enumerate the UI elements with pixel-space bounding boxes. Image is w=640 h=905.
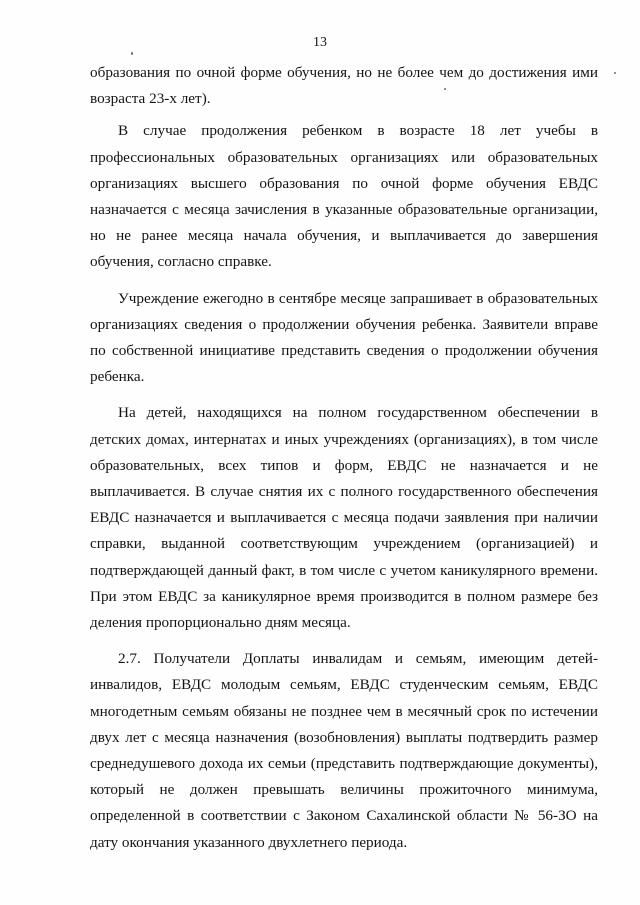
scan-speck bbox=[131, 52, 133, 55]
paragraph-study-continuation: В случае продолжения ребенком в возрасте 18 лет учебы в профессиональных образовательных организациях или образовательных организациях высшего образования по очной форме обучения ЕВДС назначается с месяца зачисления в указанные образовательные организации, но не ранее месяца начала обучения, и выплачивается до завершения обучения, согласно справке. bbox=[90, 122, 598, 271]
scan-speck bbox=[614, 72, 616, 74]
paragraph-section-2-7: 2.7. Получатели Доплаты инвалидам и семьям, имеющим детей-инвалидов, ЕВДС молодым семьям, ЕВДС студенческим семьям, ЕВДС многодетным семьям обязаны не позднее чем в месячный срок по истечении двух лет с месяца назначения (возобновления) выплаты подтвердить размер среднедушевого дохода их семьи (представить подтверждающие документы), который не должен превышать величины прожиточного минимума, определенной в соответствии с Законом Сахалинской области № 56-ЗО на дату окончания указанного двухлетнего периода. bbox=[90, 650, 598, 851]
document-body bbox=[90, 60, 598, 866]
page-number: 13 bbox=[313, 35, 327, 50]
paragraph-continuation: образования по очной форме обучения, но не более чем до достижения ими возраста 23-х лет). bbox=[90, 64, 598, 108]
paragraph-state-care: На детей, находящихся на полном государственном обеспечении в детских домах, интернатах и иных учреждениях (организациях), в том числе образовательных, всех типов и форм, ЕВДС не назначается и не выплачивается. В случае снятия их с полного государственного обеспечения ЕВДС назначается и выплачивается с месяца подачи заявления при наличии справки, выданной соответствующим учреждением (организацией) и подтверждающей данный факт, в том числе с учетом каникулярного времени. При этом ЕВДС за каникулярное время производится в полном размере без деления пропорционально дням месяца. bbox=[90, 404, 598, 632]
paragraph-annual-request: Учреждение ежегодно в сентябре месяце запрашивает в образовательных организациях сведения о продолжении обучения ребенка. Заявители вправе по собственной инициативе представить сведения о продолжении обучения ребенка. bbox=[90, 289, 598, 386]
scan-speck bbox=[444, 88, 446, 90]
